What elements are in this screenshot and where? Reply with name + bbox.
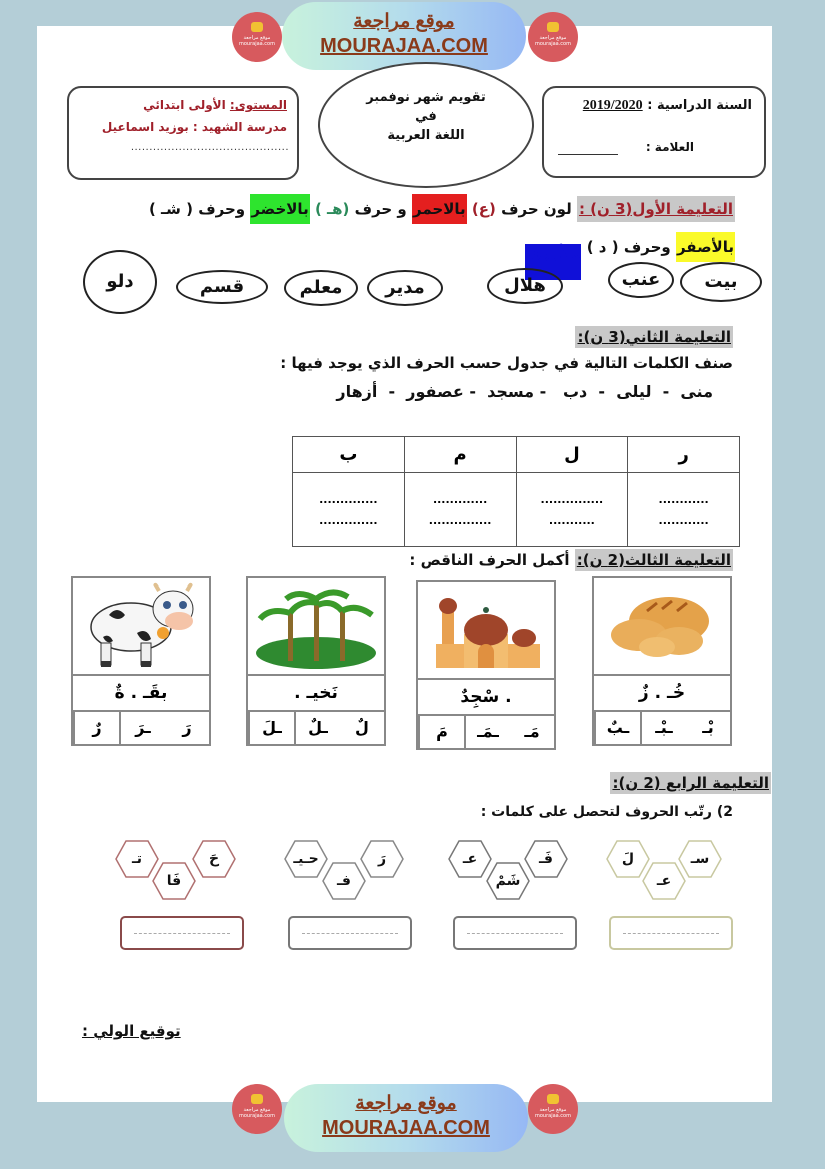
table-cell-lam[interactable]: ............... ........... [516,473,628,547]
palm-trees-image [248,578,384,676]
exam-title-line2: في [415,109,437,124]
green-swatch-label: بالاخضر [250,194,309,224]
card-mosque [416,580,556,750]
hex-letter[interactable]: عـ [656,873,672,889]
mosque-image [418,582,554,680]
school-year-label: السنة الدراسية : [647,98,752,113]
word-oval-inab[interactable]: عنب [608,262,674,298]
answer-box-4[interactable] [120,916,244,950]
word-oval-hilal[interactable]: هلال [487,268,563,304]
classification-table [292,436,740,547]
site-banner-bottom[interactable] [284,1084,528,1152]
exercise1-title: التعليمة الأول(3 ن) : [577,196,735,222]
exam-title-line1: تقويم شهر نوفمبر [366,90,486,105]
exam-title-ellipse [318,62,534,188]
hex-letter[interactable]: فَا [166,873,182,889]
exam-title-line3: اللغة العربية [387,128,465,143]
book-icon [547,22,559,32]
exercise2-word-list: منى - ليلى - دب - مسجد - عصفور - أزهار [336,382,713,401]
letter-option[interactable]: ـبْـ [640,712,686,744]
mosque-icon [426,588,546,672]
school-name: مدرسة الشهيد : بوزيد اسماعيل [101,120,287,134]
letter-option[interactable]: بْـ [702,718,714,737]
table-header-ba: ب [293,437,405,473]
answer-box-2[interactable] [453,916,577,950]
table-cell-ba[interactable]: .............. .............. [293,473,405,547]
parent-signature-label: توقيع الولي : [82,1022,181,1040]
hex-letter[interactable]: فـ [337,873,351,889]
yellow-swatch-label: بالأصفر [676,232,735,262]
hex-letter[interactable]: تـ [131,851,143,867]
card-word: . سْجِدٌ [418,680,554,716]
card-word: بقَـ . ةٌ [73,676,209,712]
bread-icon [607,591,717,661]
site-name-latin[interactable]: MOURAJAA.COM [322,1117,490,1139]
table-header-mim: م [404,437,516,473]
site-logo-badge-right: موقع مراجعة mourajaa.com [528,12,578,62]
letter-option[interactable]: ـلَ [248,712,294,744]
hex-letter[interactable]: رَ [377,851,387,867]
word-oval-mudir[interactable]: مدير [367,270,443,306]
site-name-arabic[interactable]: موقع مراجعة [355,1093,457,1114]
card-cow [71,576,211,746]
exercise1-line2: بالأصفر وحرف ( د ) بالأزرق [525,238,735,280]
table-header-ra: ر [628,437,740,473]
card-bread [592,576,732,746]
book-icon [251,1094,263,1104]
exercise4-title: التعليمة الرابع (2 ن): [612,774,769,792]
exercise3-title: التعليمة الثالث(2 ن): [576,551,731,569]
book-icon [547,1094,559,1104]
hex-letter[interactable]: لَ [621,851,635,867]
red-swatch-label: بالاحمر [412,194,467,224]
letter-option[interactable]: ـرَ [119,712,165,744]
level-label: المستوى: [229,98,287,112]
exercise4-instruction: 2) رتّب الحروف لتحصل على كلمات : [480,804,733,820]
answer-box-3[interactable] [288,916,412,950]
word-oval-qism[interactable]: قسم [176,270,268,304]
blue-swatch-label: بالأزرق [525,244,581,280]
letter-option[interactable]: ـمَـ [464,716,510,748]
student-name-field[interactable]: ........................................... [130,142,289,153]
hex-letter[interactable]: شَمْ [495,873,521,889]
letter-option[interactable]: رَ [182,718,192,737]
card-palm-trees [246,576,386,746]
cow-icon [79,581,203,671]
level-value: الأولى ابتدائي [143,98,226,112]
table-cell-ra[interactable]: ............ ............ [628,473,740,547]
site-name-latin[interactable]: MOURAJAA.COM [320,35,488,57]
letter-option[interactable]: لٌ [355,718,369,737]
palm-trees-icon [254,583,378,669]
table-header-lam: ل [516,437,628,473]
school-year-value: 2019/2020 [582,98,643,113]
hex-letter[interactable]: فَـ [539,851,553,867]
exercise2-instruction: صنف الكلمات التالية في جدول حسب الحرف الذي يوجد فيها : [280,354,733,372]
book-icon [251,22,263,32]
card-word: خُـ . زٌ [594,676,730,712]
letter-option[interactable]: ـبٌ [594,712,640,744]
bread-image [594,578,730,676]
exercise3-instruction: أكمل الحرف الناقص : [409,551,570,569]
exercise1-line1: التعليمة الأول(3 ن) : لون حرف (ع) بالاحمر و حرف (هـ ) بالاخضر وحرف ( شـ ) [149,200,735,218]
hex-letter[interactable]: حـيـ [293,851,319,867]
cow-image [73,578,209,676]
card-word: نَخيـ . [248,676,384,712]
site-name-arabic[interactable]: موقع مراجعة [353,11,455,32]
exercise2-title: التعليمة الثاني(3 ن): [577,328,731,346]
letter-option[interactable]: ـلٌ [294,712,340,744]
exercise3-header [409,551,733,569]
site-logo-badge-right-bottom: موقع مراجعة mourajaa.com [528,1084,578,1134]
hex-letter[interactable]: سـ [690,851,710,867]
grade-blank-field[interactable] [558,154,618,155]
word-oval-muallim[interactable]: معلم [284,270,358,306]
site-logo-badge-left-bottom: موقع مراجعة mourajaa.com [232,1084,282,1134]
letter-option[interactable]: مَـ [524,722,540,741]
hex-letter[interactable]: حَ [208,851,220,867]
letter-option[interactable]: مَ [418,716,464,748]
grade-label: العلامة : [645,140,694,154]
letter-option[interactable]: رٌ [73,712,119,744]
site-logo-badge-left: موقع مراجعة mourajaa.com [232,12,282,62]
word-oval-bayt[interactable]: بيت [680,262,762,302]
table-cell-mim[interactable]: ............. ............... [404,473,516,547]
hex-letter[interactable]: عـ [462,851,478,867]
year-grade-box [542,86,766,178]
word-oval-dalw[interactable]: دلو [83,250,157,314]
site-banner-top[interactable] [282,2,526,70]
answer-box-1[interactable] [609,916,733,950]
school-info-box [67,86,299,180]
